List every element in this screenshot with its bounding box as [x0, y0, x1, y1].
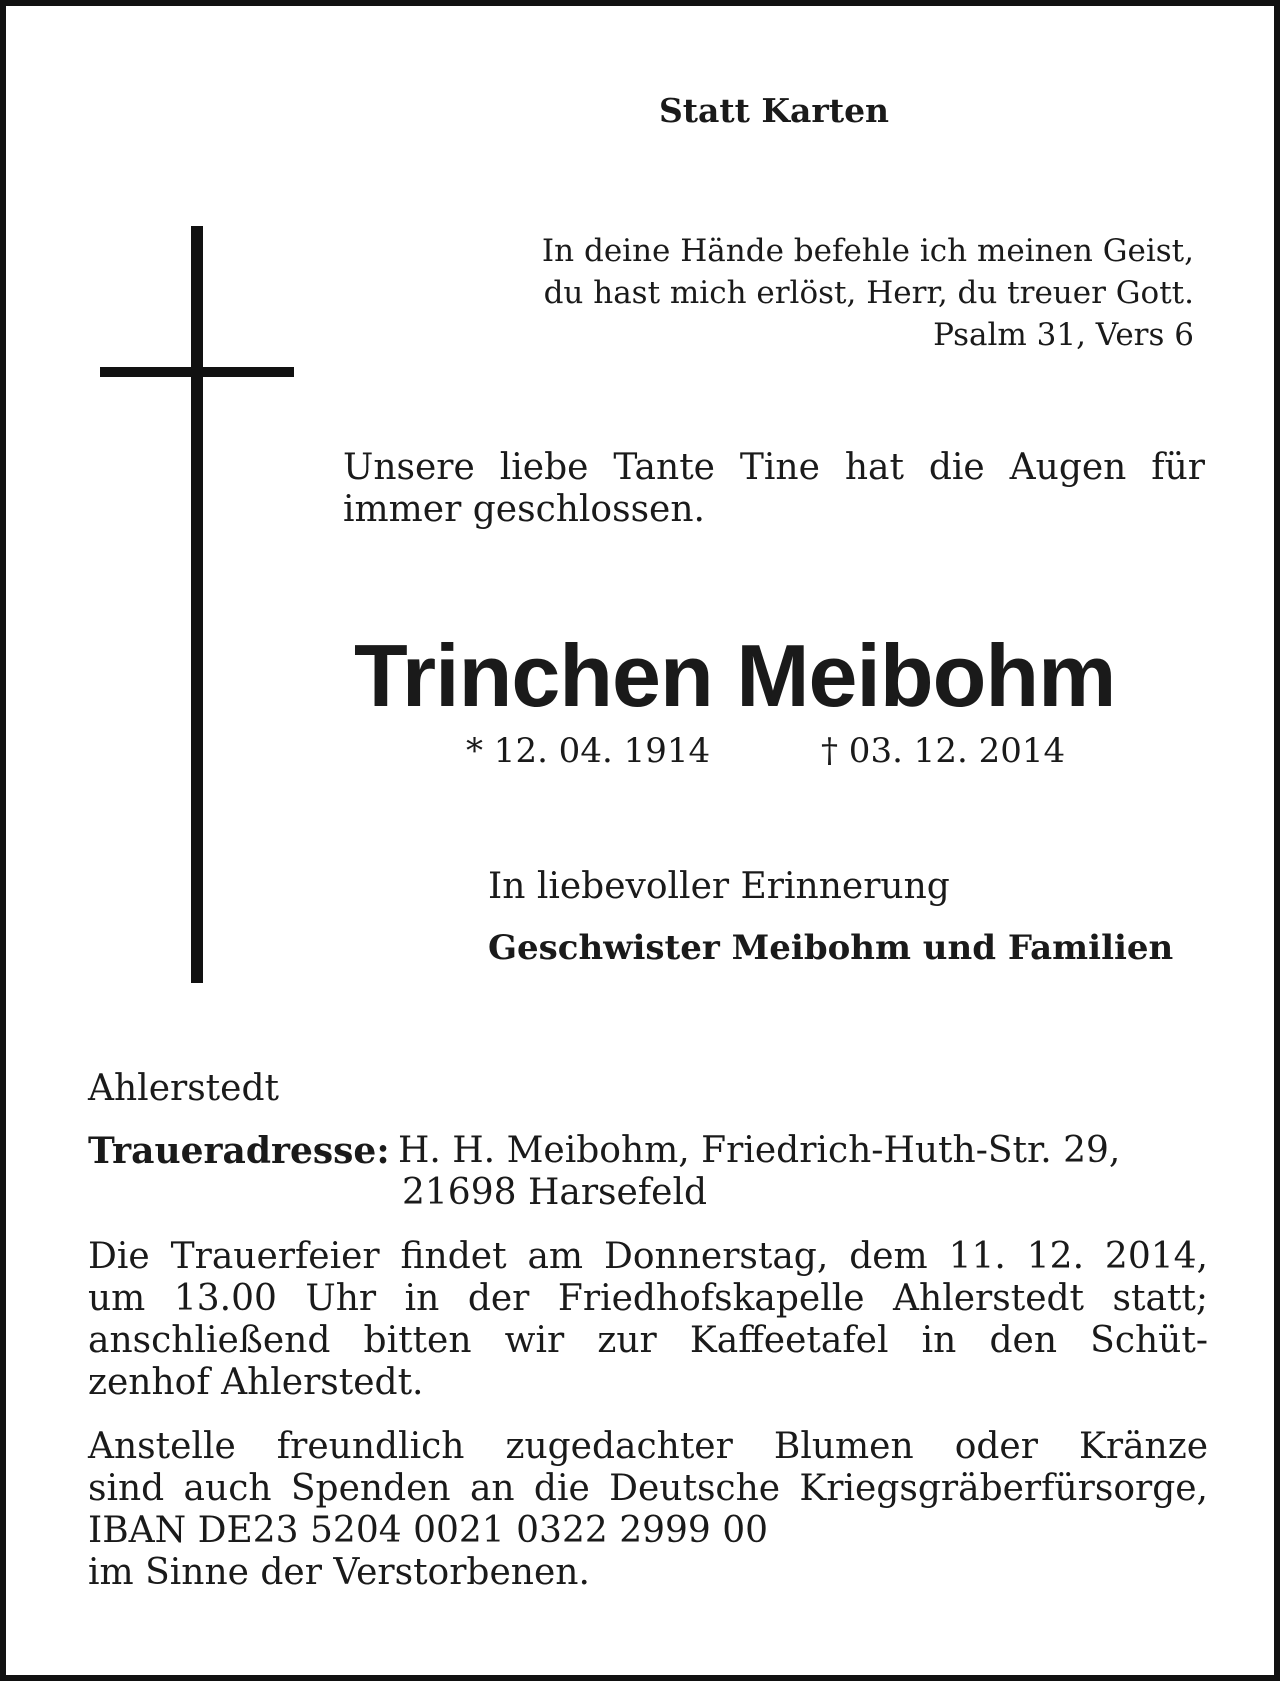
- intro-line-2: immer geschlossen.: [343, 489, 705, 530]
- cross-icon: [191, 226, 203, 983]
- verse-reference: Psalm 31, Vers 6: [933, 317, 1194, 353]
- donation-line-4: im Sinne der Verstorbenen.: [88, 1552, 590, 1593]
- donation-line-1: Anstelle freundlich zugedachter Blumen oder Kränze: [88, 1426, 1208, 1467]
- cross-bar: [100, 367, 294, 377]
- place: Ahlerstedt: [88, 1068, 279, 1109]
- header-statt-karten: Statt Karten: [658, 91, 890, 130]
- donation-line-2: sind auch Spenden an die Deutsche Kriegsgräberfürsorge,: [88, 1468, 1208, 1509]
- address-line-2: 21698 Harsefeld: [402, 1172, 707, 1213]
- address-label: Traueradresse:: [88, 1130, 390, 1172]
- verse-line-2: du hast mich erlöst, Herr, du treuer Gott.: [543, 275, 1194, 311]
- death-date: † 03. 12. 2014: [821, 731, 1066, 771]
- ceremony-line-4: zenhof Ahlerstedt.: [88, 1362, 424, 1403]
- verse-line-1: In deine Hände befehle ich meinen Geist,: [541, 233, 1194, 269]
- ceremony-line-2: um 13.00 Uhr in der Friedhofskapelle Ahlerstedt statt;: [88, 1278, 1208, 1319]
- intro-line-1: Unsere liebe Tante Tine hat die Augen für: [343, 447, 1205, 488]
- birth-date: * 12. 04. 1914: [466, 731, 711, 771]
- ceremony-line-1: Die Trauerfeier findet am Donnerstag, dem 11. 12. 2014,: [88, 1236, 1208, 1277]
- memory-line: In liebevoller Erinnerung: [488, 866, 950, 907]
- deceased-name: Trinchen Meibohm: [354, 626, 1116, 725]
- donation-iban: IBAN DE23 5204 0021 0322 2999 00: [88, 1510, 769, 1551]
- address-line-1: H. H. Meibohm, Friedrich-Huth-Str. 29,: [398, 1130, 1121, 1171]
- family-line: Geschwister Meibohm und Familien: [488, 928, 1174, 968]
- ceremony-line-3: anschließend bitten wir zur Kaffeetafel in den Schüt-: [88, 1320, 1208, 1361]
